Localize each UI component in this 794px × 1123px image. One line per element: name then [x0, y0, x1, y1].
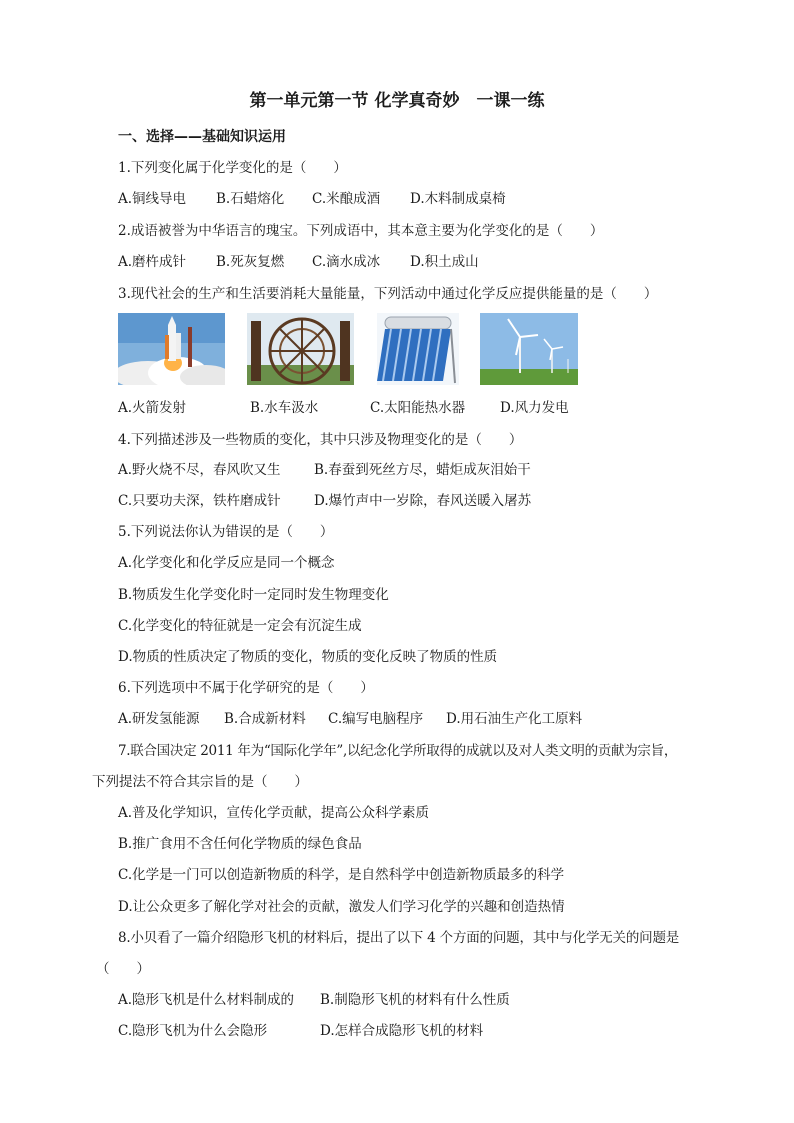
- question-4-stem: 4.下列描述涉及一些物质的变化，其中只涉及物理变化的是（ ）: [118, 432, 523, 448]
- question-2-option-d: D.积土成山: [410, 254, 479, 270]
- water-wheel-image: [247, 313, 354, 385]
- question-2-option-c: C.滴水成冰: [312, 254, 381, 270]
- rocket-launch-image: [118, 313, 225, 385]
- question-8-option-c: C.隐形飞机为什么会隐形: [118, 1023, 268, 1039]
- section-heading: 一、选择——基础知识运用: [118, 129, 286, 145]
- question-6-option-c: C.编写电脑程序: [328, 711, 424, 727]
- question-4-option-c: C.只要功夫深，铁杵磨成针: [118, 493, 281, 509]
- question-4-option-d: D.爆竹声中一岁除，春风送暖入屠苏: [314, 493, 532, 509]
- question-5-stem: 5.下列说法你认为错误的是（ ）: [118, 524, 334, 540]
- question-1-option-b: B.石蜡熔化: [216, 191, 285, 207]
- question-6-option-b: B.合成新材料: [224, 711, 306, 727]
- page-title: 第一单元第一节 化学真奇妙 一课一练: [249, 91, 545, 111]
- question-7-option-a: A.普及化学知识，宣传化学贡献，提高公众科学素质: [118, 805, 430, 821]
- question-6-stem: 6.下列选项中不属于化学研究的是（ ）: [118, 680, 374, 696]
- question-8-stem-line2: （ ）: [96, 961, 150, 977]
- question-7-option-d: D.让公众更多了解化学对社会的贡献，激发人们学习化学的兴趣和创造热情: [118, 899, 565, 915]
- wind-turbine-image: [480, 313, 578, 385]
- question-3-option-d: D.风力发电: [500, 400, 569, 416]
- question-8-option-b: B.制隐形飞机的材料有什么性质: [320, 992, 510, 1008]
- question-1-stem: 1.下列变化属于化学变化的是（ ）: [118, 160, 347, 176]
- question-1-option-a: A.铜线导电: [118, 191, 187, 207]
- question-5-option-b: B.物质发生化学变化时一定同时发生物理变化: [118, 587, 389, 603]
- question-2-stem: 2.成语被誉为中华语言的瑰宝。下列成语中，其本意主要为化学变化的是（ ）: [118, 223, 604, 239]
- question-3-option-b: B.水车汲水: [250, 400, 319, 416]
- question-8-option-d: D.怎样合成隐形飞机的材料: [320, 1023, 484, 1039]
- question-5-option-d: D.物质的性质决定了物质的变化，物质的变化反映了物质的性质: [118, 649, 498, 665]
- question-2-option-a: A.磨杵成针: [118, 254, 187, 270]
- question-1-option-d: D.木料制成桌椅: [410, 191, 506, 207]
- question-8-option-a: A.隐形飞机是什么材料制成的: [118, 992, 295, 1008]
- question-7-stem-line1: 7.联合国决定 2011 年为“国际化学年”,以纪念化学所取得的成就以及对人类文明的贡献为宗旨，: [118, 743, 678, 759]
- question-7-option-c: C.化学是一门可以创造新物质的科学，是自然科学中创造新物质最多的科学: [118, 867, 565, 883]
- solar-water-heater-image: [377, 313, 459, 385]
- question-1-option-c: C.米酿成酒: [312, 191, 381, 207]
- question-6-option-d: D.用石油生产化工原料: [446, 711, 583, 727]
- question-3-stem: 3.现代社会的生产和生活要消耗大量能量，下列活动中通过化学反应提供能量的是（ ）: [118, 286, 658, 302]
- question-3-option-c: C.太阳能热水器: [370, 400, 466, 416]
- question-7-option-b: B.推广食用不含任何化学物质的绿色食品: [118, 836, 362, 852]
- question-4-option-a: A.野火烧不尽，春风吹又生: [118, 462, 281, 478]
- question-5-option-a: A.化学变化和化学反应是同一个概念: [118, 555, 335, 571]
- question-7-stem-line2: 下列提法不符合其宗旨的是（ ）: [92, 774, 308, 790]
- question-6-option-a: A.研发氢能源: [118, 711, 200, 727]
- question-2-option-b: B.死灰复燃: [216, 254, 285, 270]
- question-3-option-a: A.火箭发射: [118, 400, 187, 416]
- question-8-stem-line1: 8.小贝看了一篇介绍隐形飞机的材料后，提出了以下 4 个方面的问题，其中与化学无关的问题是: [118, 930, 680, 946]
- question-5-option-c: C.化学变化的特征就是一定会有沉淀生成: [118, 618, 362, 634]
- question-4-option-b: B.春蚕到死丝方尽，蜡炬成灰泪始干: [314, 462, 531, 478]
